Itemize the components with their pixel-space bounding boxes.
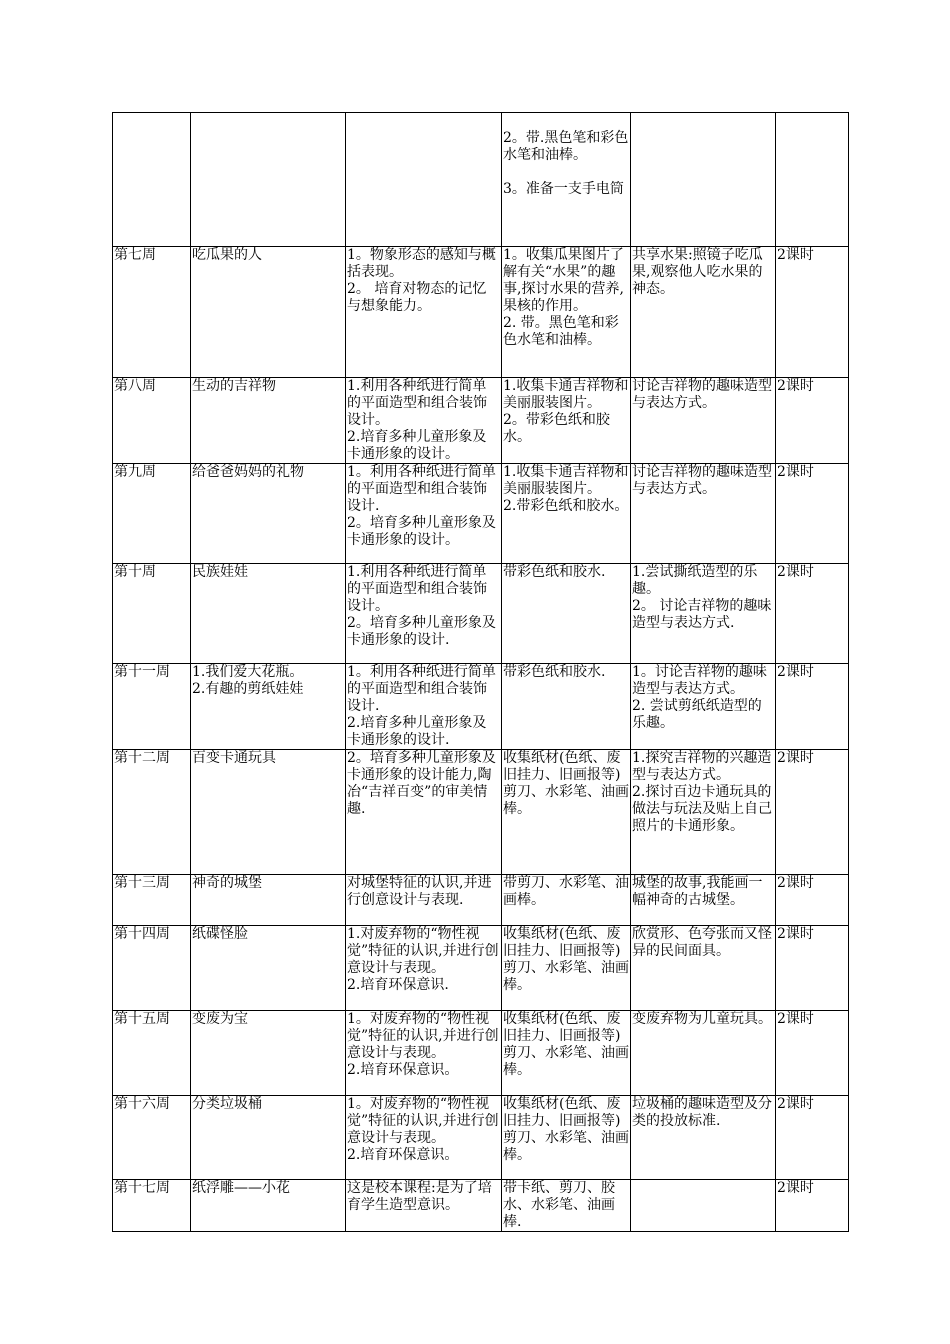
- table-row: [113, 664, 849, 750]
- hours-cell: [776, 1180, 849, 1232]
- table-row: [113, 1096, 849, 1180]
- cell-line: 2.培育多种儿童形象及卡通形象的设计.: [347, 715, 487, 748]
- topic-cell: [191, 464, 346, 564]
- table-row: [113, 1180, 849, 1232]
- cell-line: 2.培育环保意识。: [347, 1147, 459, 1163]
- cell-line: 1.尝试撕纸造型的乐趣。: [632, 564, 758, 597]
- topic-cell: [191, 564, 346, 664]
- cell-line: 2。培育多种儿童形象及卡通形象的设计。: [347, 515, 496, 548]
- cell-line: 1。利用各种纸进行简单的平面造型和组合装饰设计.: [347, 664, 496, 714]
- cell-line: 2. 尝试剪纸纸造型的乐趣。: [632, 698, 762, 731]
- hours-cell: [776, 247, 849, 378]
- cell-line: 2。培育多种儿童形象及卡通形象的设计能力,陶冶“吉祥百变”的审美情趣.: [347, 750, 496, 817]
- prep-cell: [502, 378, 631, 464]
- cell-line: 1。对废弃物的“物性视觉”特征的认识,并进行创意设计与表现。: [347, 1096, 499, 1146]
- cell-text: 第十四周: [114, 926, 170, 942]
- cell-line: 1.探究吉祥物的兴趣造型与表达方式。: [632, 750, 772, 783]
- cell-text: 2课时: [777, 247, 814, 263]
- cell-text: 2课时: [777, 664, 814, 680]
- cell-line: 1。收集瓜果图片了解有关“水果”的趣事,探讨水果的营养,果核的作用。: [503, 247, 624, 314]
- cell-line: 2。 培育对物态的记忆与想象能力。: [347, 281, 487, 314]
- cell-text: 第十五周: [114, 1011, 170, 1027]
- cell-text: 第十六周: [114, 1096, 170, 1112]
- cell-line: 欣赏形、色夸张而又怪异的民间面具。: [632, 926, 772, 959]
- week-cell: [113, 926, 191, 1011]
- week-cell: [113, 378, 191, 464]
- cell-line: 1.收集卡通吉祥物和美丽服装图片。: [503, 464, 629, 497]
- cell-line: 纸浮雕——小花: [192, 1180, 290, 1196]
- cell-text: 2课时: [777, 564, 814, 580]
- prep-cell: [502, 564, 631, 664]
- prep-cell: [502, 247, 631, 378]
- activity-cell: [631, 247, 776, 378]
- hours-cell: [776, 926, 849, 1011]
- cell-line: 2.培育环保意识.: [347, 977, 449, 993]
- table-row: [113, 1011, 849, 1096]
- goals-cell: [346, 875, 502, 926]
- goals-cell: [346, 1096, 502, 1180]
- prep-cell: [502, 750, 631, 875]
- activity-cell: [631, 1011, 776, 1096]
- activity-cell: [631, 750, 776, 875]
- cell-line: 带卡纸、剪刀、胶水、水彩笔、油画棒.: [503, 1180, 615, 1230]
- cell-line: 1.对废弃物的“物性视觉”特征的认识,并进行创意设计与表现。: [347, 926, 499, 976]
- cell-line: 2.带彩色纸和胶水。: [503, 498, 629, 514]
- table-row: [113, 464, 849, 564]
- cell-line: 神奇的城堡: [192, 875, 262, 891]
- cell-line: 1.利用各种纸进行简单的平面造型和组合装饰设计。: [347, 564, 487, 614]
- cell-line: 3。准备一支手电筒: [503, 181, 624, 197]
- cell-line: 这是校本课程:是为了培育学生造型意识。: [347, 1180, 492, 1213]
- hours-cell: [776, 750, 849, 875]
- goals-cell: [346, 750, 502, 875]
- goals-cell: [346, 113, 502, 247]
- cell-line: 变废弃物为儿童玩具。: [632, 1011, 772, 1027]
- cell-line: 民族娃娃: [192, 564, 248, 580]
- topic-cell: [191, 247, 346, 378]
- cell-text: 第十七周: [114, 1180, 170, 1196]
- topic-cell: [191, 664, 346, 750]
- cell-line: 1。物象形态的感知与概括表现。: [347, 247, 496, 280]
- prep-cell: [502, 113, 631, 247]
- cell-line: 生动的吉祥物: [192, 378, 276, 394]
- cell-text: 第十周: [114, 564, 156, 580]
- week-cell: [113, 464, 191, 564]
- cell-line: 1.收集卡通吉祥物和美丽服装图片。: [503, 378, 629, 411]
- cell-line: 对城堡特征的认识,并进行创意设计与表现.: [347, 875, 492, 908]
- cell-text: 第九周: [114, 464, 156, 480]
- table-row: [113, 926, 849, 1011]
- topic-cell: [191, 1096, 346, 1180]
- goals-cell: [346, 1011, 502, 1096]
- week-cell: [113, 875, 191, 926]
- cell-line: 1。对废弃物的“物性视觉”特征的认识,并进行创意设计与表现。: [347, 1011, 499, 1061]
- cell-text: 2课时: [777, 1011, 814, 1027]
- week-cell: [113, 664, 191, 750]
- week-cell: [113, 1096, 191, 1180]
- cell-line: 百变卡通玩具: [192, 750, 276, 766]
- activity-cell: [631, 926, 776, 1011]
- goals-cell: [346, 378, 502, 464]
- activity-cell: [631, 464, 776, 564]
- prep-cell: [502, 1011, 631, 1096]
- hours-cell: [776, 564, 849, 664]
- cell-text: 2课时: [777, 464, 814, 480]
- table-row: [113, 875, 849, 926]
- prep-cell: [502, 875, 631, 926]
- goals-cell: [346, 247, 502, 378]
- cell-line: [503, 164, 629, 181]
- prep-cell: [502, 926, 631, 1011]
- prep-cell: [502, 664, 631, 750]
- cell-line: 讨论吉祥物的趣味造型与表达方式。: [632, 378, 772, 411]
- cell-line: 纸碟怪脸: [192, 926, 248, 942]
- cell-line: 讨论吉祥物的趣味造型与表达方式。: [632, 464, 772, 497]
- hours-cell: [776, 664, 849, 750]
- topic-cell: [191, 113, 346, 247]
- activity-cell: [631, 113, 776, 247]
- cell-line: 2。培育多种儿童形象及卡通形象的设计.: [347, 615, 496, 648]
- hours-cell: [776, 875, 849, 926]
- table-row: [113, 750, 849, 875]
- goals-cell: [346, 664, 502, 750]
- cell-line: 城堡的故事,我能画一幅神奇的古城堡。: [632, 875, 763, 908]
- hours-cell: [776, 1011, 849, 1096]
- cell-line: 2。带.黑色笔和彩色水笔和油棒。: [503, 130, 629, 163]
- cell-line: [503, 113, 629, 130]
- cell-line: 2.探讨百边卡通玩具的做法与玩法及贴上自己照片的卡通形象。: [632, 784, 772, 834]
- cell-line: 2。 讨论吉祥物的趣味造型与表达方式.: [632, 598, 772, 631]
- cell-line: 吃瓜果的人: [192, 247, 262, 263]
- cell-text: 2课时: [777, 750, 814, 766]
- cell-line: 变废为宝: [192, 1011, 248, 1027]
- topic-cell: [191, 926, 346, 1011]
- cell-line: 带彩色纸和胶水.: [503, 664, 606, 680]
- table-row: [113, 564, 849, 664]
- prep-cell: [502, 1180, 631, 1232]
- cell-line: 收集纸材(色纸、废旧挂力、旧画报等)剪刀、水彩笔、油画棒。: [503, 1096, 629, 1163]
- lesson-plan-table: [112, 112, 849, 1232]
- activity-cell: [631, 875, 776, 926]
- goals-cell: [346, 464, 502, 564]
- cell-line: 给爸爸妈妈的礼物: [192, 464, 304, 480]
- activity-cell: [631, 564, 776, 664]
- activity-cell: [631, 664, 776, 750]
- topic-cell: [191, 875, 346, 926]
- cell-line: 垃圾桶的趣味造型及分类的投放标准.: [632, 1096, 772, 1129]
- prep-cell: [502, 1096, 631, 1180]
- week-cell: [113, 247, 191, 378]
- goals-cell: [346, 1180, 502, 1232]
- cell-text: 第十三周: [114, 875, 170, 891]
- cell-text: 2课时: [777, 1180, 814, 1196]
- cell-line: 2.培育多种儿童形象及卡通形象的设计。: [347, 429, 487, 462]
- week-cell: [113, 1180, 191, 1232]
- cell-text: 2课时: [777, 926, 814, 942]
- topic-cell: [191, 1180, 346, 1232]
- topic-cell: [191, 378, 346, 464]
- cell-text: 2课时: [777, 875, 814, 891]
- goals-cell: [346, 926, 502, 1011]
- cell-line: 2。带彩色纸和胶水。: [503, 412, 610, 445]
- prep-cell: [502, 464, 631, 564]
- cell-line: 2.有趣的剪纸娃娃: [192, 681, 304, 697]
- cell-line: 2. 带。黑色笔和彩色水笔和油棒。: [503, 315, 619, 348]
- cell-text: 第七周: [114, 247, 156, 263]
- cell-line: 收集纸材(色纸、废旧挂力、旧画报等)剪刀、水彩笔、油画棒。: [503, 1011, 629, 1078]
- cell-line: 1。讨论吉祥物的趣味造型与表达方式。: [632, 664, 767, 697]
- cell-line: 带彩色纸和胶水.: [503, 564, 606, 580]
- cell-line: 收集纸材(色纸、废旧挂力、旧画报等)剪刀、水彩笔、油画棒。: [503, 926, 629, 993]
- goals-cell: [346, 564, 502, 664]
- hours-cell: [776, 464, 849, 564]
- cell-text: 第十一周: [114, 664, 170, 680]
- cell-line: 带剪刀、水彩笔、油画棒。: [503, 875, 629, 908]
- hours-cell: [776, 378, 849, 464]
- table-row: [113, 378, 849, 464]
- cell-line: 1。利用各种纸进行简单的平面造型和组合装饰设计.: [347, 464, 496, 514]
- topic-cell: [191, 750, 346, 875]
- activity-cell: [631, 1180, 776, 1232]
- table-row: [113, 247, 849, 378]
- cell-text: 第十二周: [114, 750, 170, 766]
- cell-line: 1.利用各种纸进行简单的平面造型和组合装饰设计。: [347, 378, 487, 428]
- cell-line: 收集纸材(色纸、废旧挂力、旧画报等)剪刀、水彩笔、油画棒。: [503, 750, 629, 817]
- week-cell: [113, 1011, 191, 1096]
- cell-text: 第八周: [114, 378, 156, 394]
- cell-line: 1.我们爱大花瓶。: [192, 664, 304, 680]
- cell-line: 分类垃圾桶: [192, 1096, 262, 1112]
- cell-text: 2课时: [777, 1096, 814, 1112]
- hours-cell: [776, 1096, 849, 1180]
- week-cell: [113, 564, 191, 664]
- lesson-plan-body: [113, 113, 849, 1232]
- cell-line: 共享水果:照镜子吃瓜果,观察他人吃水果的神态。: [632, 247, 763, 297]
- activity-cell: [631, 1096, 776, 1180]
- topic-cell: [191, 1011, 346, 1096]
- week-cell: [113, 113, 191, 247]
- activity-cell: [631, 378, 776, 464]
- table-row: [113, 113, 849, 247]
- week-cell: [113, 750, 191, 875]
- cell-text: 2课时: [777, 378, 814, 394]
- hours-cell: [776, 113, 849, 247]
- cell-line: 2.培育环保意识。: [347, 1062, 459, 1078]
